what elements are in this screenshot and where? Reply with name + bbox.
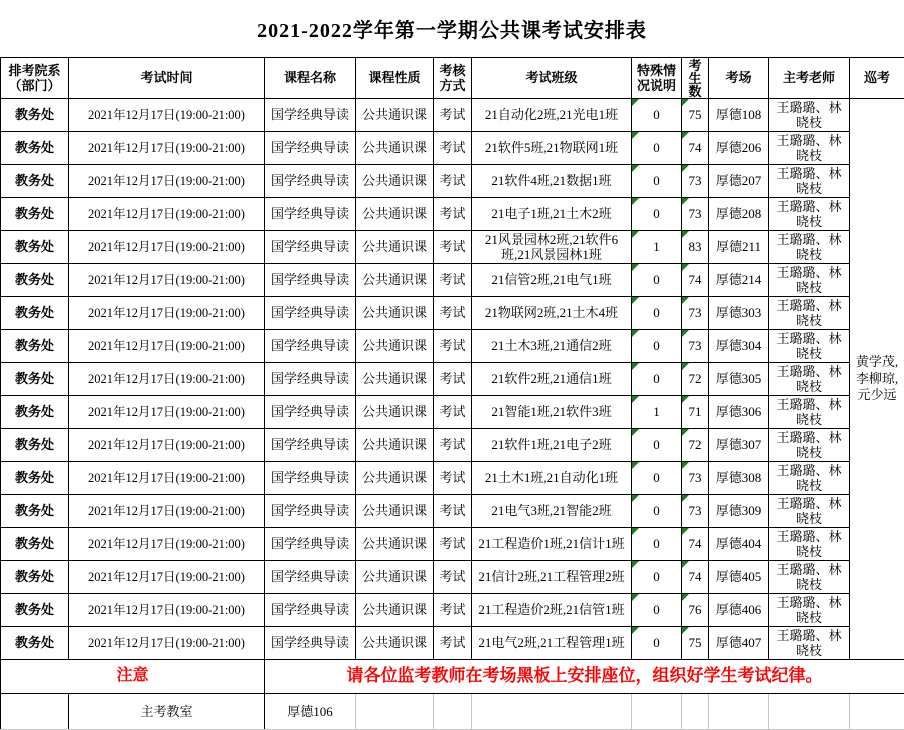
cell-course-type: 公共通识课 bbox=[356, 99, 434, 132]
cell-exam-time: 2021年12月17日(19:00-21:00) bbox=[69, 231, 265, 264]
cell-assess-method: 考试 bbox=[434, 594, 472, 627]
cell-exam-room: 厚德304 bbox=[709, 330, 769, 363]
cell-exam-room: 厚德214 bbox=[709, 264, 769, 297]
cell-chief-teacher: 王璐璐、林晓枝 bbox=[769, 561, 850, 594]
notice-text: 请各位监考教师在考场黑板上安排座位，组织好学生考试纪律。 bbox=[265, 660, 904, 694]
cell-exam-classes: 21信计2班,21工程管理2班 bbox=[472, 561, 632, 594]
cell-special-note: 0 bbox=[632, 561, 682, 594]
cell-chief-teacher: 王璐璐、林晓枝 bbox=[769, 264, 850, 297]
cell-course-type: 公共通识课 bbox=[356, 165, 434, 198]
empty-cell bbox=[632, 694, 682, 730]
col-header-student-count: 考生数 bbox=[682, 58, 709, 99]
cell-student-count: 71 bbox=[682, 396, 709, 429]
cell-error-marker-icon bbox=[632, 297, 639, 304]
cell-chief-teacher: 王璐璐、林晓枝 bbox=[769, 594, 850, 627]
cell-chief-teacher: 王璐璐、林晓枝 bbox=[769, 132, 850, 165]
cell-course-type: 公共通识课 bbox=[356, 231, 434, 264]
cell-course-type: 公共通识课 bbox=[356, 396, 434, 429]
cell-special-note: 0 bbox=[632, 462, 682, 495]
cell-chief-teacher: 王璐璐、林晓枝 bbox=[769, 429, 850, 462]
table-row bbox=[1, 627, 904, 660]
cell-exam-room: 厚德305 bbox=[709, 363, 769, 396]
cell-exam-room: 厚德211 bbox=[709, 231, 769, 264]
cell-assess-method: 考试 bbox=[434, 165, 472, 198]
cell-exam-classes: 21土木1班,21自动化1班 bbox=[472, 462, 632, 495]
cell-exam-room: 厚德307 bbox=[709, 429, 769, 462]
cell-error-marker-icon bbox=[682, 528, 689, 535]
empty-cell bbox=[682, 694, 709, 730]
cell-course-name: 国学经典导读 bbox=[265, 264, 356, 297]
cell-exam-classes: 21软件2班,21通信1班 bbox=[472, 363, 632, 396]
cell-error-marker-icon bbox=[632, 594, 639, 601]
cell-course-name: 国学经典导读 bbox=[265, 561, 356, 594]
cell-exam-room: 厚德303 bbox=[709, 297, 769, 330]
cell-exam-classes: 21土木3班,21通信2班 bbox=[472, 330, 632, 363]
cell-error-marker-icon bbox=[632, 132, 639, 139]
cell-exam-room: 厚德405 bbox=[709, 561, 769, 594]
cell-error-marker-icon bbox=[632, 495, 639, 502]
cell-course-name: 国学经典导读 bbox=[265, 627, 356, 660]
col-header-course-name: 课程名称 bbox=[265, 58, 356, 99]
cell-special-note: 0 bbox=[632, 132, 682, 165]
cell-student-count: 83 bbox=[682, 231, 709, 264]
cell-error-marker-icon bbox=[682, 495, 689, 502]
cell-exam-classes: 21电子1班,21土木2班 bbox=[472, 198, 632, 231]
cell-error-marker-icon bbox=[632, 231, 639, 238]
table-row bbox=[1, 132, 904, 165]
empty-cell bbox=[850, 694, 904, 730]
cell-exam-time: 2021年12月17日(19:00-21:00) bbox=[69, 132, 265, 165]
cell-chief-teacher: 王璐璐、林晓枝 bbox=[769, 495, 850, 528]
col-header-assess-method: 考核方式 bbox=[434, 58, 472, 99]
cell-assess-method: 考试 bbox=[434, 429, 472, 462]
cell-department: 教务处 bbox=[1, 99, 69, 132]
table-row bbox=[1, 594, 904, 627]
cell-exam-room: 厚德308 bbox=[709, 462, 769, 495]
table-row bbox=[1, 297, 904, 330]
cell-error-marker-icon bbox=[632, 330, 639, 337]
cell-department: 教务处 bbox=[1, 561, 69, 594]
cell-course-name: 国学经典导读 bbox=[265, 330, 356, 363]
cell-student-count: 75 bbox=[682, 627, 709, 660]
cell-inspector: 黄学茂,李柳琼,元少远 bbox=[850, 99, 904, 660]
cell-special-note: 0 bbox=[632, 363, 682, 396]
notice-label: 注意 bbox=[1, 660, 265, 694]
table-row bbox=[1, 264, 904, 297]
table-row bbox=[1, 429, 904, 462]
cell-course-name: 国学经典导读 bbox=[265, 396, 356, 429]
cell-course-name: 国学经典导读 bbox=[265, 528, 356, 561]
cell-exam-room: 厚德309 bbox=[709, 495, 769, 528]
cell-course-type: 公共通识课 bbox=[356, 429, 434, 462]
cell-error-marker-icon bbox=[682, 297, 689, 304]
cell-exam-time: 2021年12月17日(19:00-21:00) bbox=[69, 165, 265, 198]
exam-schedule-table bbox=[0, 57, 904, 730]
col-header-exam-classes: 考试班级 bbox=[472, 58, 632, 99]
cell-chief-teacher: 王璐璐、林晓枝 bbox=[769, 528, 850, 561]
cell-student-count: 74 bbox=[682, 132, 709, 165]
cell-department: 教务处 bbox=[1, 231, 69, 264]
cell-course-name: 国学经典导读 bbox=[265, 594, 356, 627]
col-header-inspector: 巡考 bbox=[850, 58, 904, 99]
cell-error-marker-icon bbox=[682, 363, 689, 370]
cell-course-type: 公共通识课 bbox=[356, 198, 434, 231]
empty-cell bbox=[472, 694, 632, 730]
cell-department: 教务处 bbox=[1, 330, 69, 363]
cell-student-count: 76 bbox=[682, 594, 709, 627]
cell-error-marker-icon bbox=[632, 429, 639, 436]
cell-exam-room: 厚德407 bbox=[709, 627, 769, 660]
cell-error-marker-icon bbox=[682, 330, 689, 337]
cell-exam-time: 2021年12月17日(19:00-21:00) bbox=[69, 396, 265, 429]
cell-chief-teacher: 王璐璐、林晓枝 bbox=[769, 198, 850, 231]
cell-assess-method: 考试 bbox=[434, 330, 472, 363]
cell-chief-teacher: 王璐璐、林晓枝 bbox=[769, 627, 850, 660]
cell-special-note: 0 bbox=[632, 627, 682, 660]
cell-course-name: 国学经典导读 bbox=[265, 231, 356, 264]
cell-exam-time: 2021年12月17日(19:00-21:00) bbox=[69, 462, 265, 495]
empty-cell bbox=[1, 694, 69, 730]
table-row bbox=[1, 330, 904, 363]
cell-exam-time: 2021年12月17日(19:00-21:00) bbox=[69, 528, 265, 561]
cell-exam-classes: 21自动化2班,21光电1班 bbox=[472, 99, 632, 132]
header-row bbox=[1, 58, 904, 99]
cell-error-marker-icon bbox=[632, 363, 639, 370]
exam-table-body bbox=[1, 99, 904, 660]
cell-exam-classes: 21电气3班,21智能2班 bbox=[472, 495, 632, 528]
cell-course-name: 国学经典导读 bbox=[265, 132, 356, 165]
cell-exam-room: 厚德306 bbox=[709, 396, 769, 429]
cell-exam-room: 厚德207 bbox=[709, 165, 769, 198]
cell-course-name: 国学经典导读 bbox=[265, 99, 356, 132]
cell-error-marker-icon bbox=[632, 198, 639, 205]
cell-student-count: 74 bbox=[682, 528, 709, 561]
cell-exam-time: 2021年12月17日(19:00-21:00) bbox=[69, 198, 265, 231]
cell-department: 教务处 bbox=[1, 429, 69, 462]
cell-student-count: 72 bbox=[682, 363, 709, 396]
cell-error-marker-icon bbox=[682, 561, 689, 568]
cell-course-name: 国学经典导读 bbox=[265, 297, 356, 330]
cell-error-marker-icon bbox=[632, 561, 639, 568]
cell-error-marker-icon bbox=[632, 627, 639, 634]
col-header-exam-time: 考试时间 bbox=[69, 58, 265, 99]
cell-assess-method: 考试 bbox=[434, 561, 472, 594]
cell-special-note: 0 bbox=[632, 99, 682, 132]
exam-room-label: 主考教室 bbox=[69, 694, 265, 730]
cell-special-note: 0 bbox=[632, 198, 682, 231]
empty-cell bbox=[434, 694, 472, 730]
cell-error-marker-icon bbox=[682, 99, 689, 106]
cell-special-note: 0 bbox=[632, 297, 682, 330]
cell-error-marker-icon bbox=[632, 264, 639, 271]
cell-department: 教务处 bbox=[1, 594, 69, 627]
cell-error-marker-icon bbox=[632, 528, 639, 535]
table-row bbox=[1, 396, 904, 429]
cell-assess-method: 考试 bbox=[434, 264, 472, 297]
cell-special-note: 1 bbox=[632, 396, 682, 429]
cell-special-note: 0 bbox=[632, 264, 682, 297]
cell-department: 教务处 bbox=[1, 528, 69, 561]
cell-chief-teacher: 王璐璐、林晓枝 bbox=[769, 297, 850, 330]
cell-special-note: 0 bbox=[632, 330, 682, 363]
cell-department: 教务处 bbox=[1, 627, 69, 660]
title-bar bbox=[0, 0, 904, 57]
cell-assess-method: 考试 bbox=[434, 528, 472, 561]
cell-special-note: 0 bbox=[632, 495, 682, 528]
cell-student-count: 75 bbox=[682, 99, 709, 132]
col-header-exam-room: 考场 bbox=[709, 58, 769, 99]
cell-assess-method: 考试 bbox=[434, 297, 472, 330]
cell-error-marker-icon bbox=[682, 231, 689, 238]
cell-assess-method: 考试 bbox=[434, 231, 472, 264]
cell-assess-method: 考试 bbox=[434, 99, 472, 132]
cell-error-marker-icon bbox=[682, 198, 689, 205]
cell-error-marker-icon bbox=[682, 132, 689, 139]
cell-course-type: 公共通识课 bbox=[356, 528, 434, 561]
cell-error-marker-icon bbox=[682, 594, 689, 601]
exam-room-value: 厚德106 bbox=[265, 694, 356, 730]
cell-student-count: 73 bbox=[682, 297, 709, 330]
cell-student-count: 73 bbox=[682, 462, 709, 495]
cell-chief-teacher: 王璐璐、林晓枝 bbox=[769, 363, 850, 396]
cell-error-marker-icon bbox=[682, 264, 689, 271]
cell-student-count: 72 bbox=[682, 429, 709, 462]
cell-exam-time: 2021年12月17日(19:00-21:00) bbox=[69, 594, 265, 627]
cell-course-name: 国学经典导读 bbox=[265, 198, 356, 231]
cell-exam-time: 2021年12月17日(19:00-21:00) bbox=[69, 330, 265, 363]
cell-error-marker-icon bbox=[632, 99, 639, 106]
cell-exam-room: 厚德208 bbox=[709, 198, 769, 231]
cell-course-name: 国学经典导读 bbox=[265, 462, 356, 495]
cell-error-marker-icon bbox=[632, 396, 639, 403]
cell-exam-time: 2021年12月17日(19:00-21:00) bbox=[69, 429, 265, 462]
table-row bbox=[1, 363, 904, 396]
cell-error-marker-icon bbox=[632, 462, 639, 469]
cell-exam-classes: 21智能1班,21软件3班 bbox=[472, 396, 632, 429]
cell-exam-classes: 21信管2班,21电气1班 bbox=[472, 264, 632, 297]
cell-assess-method: 考试 bbox=[434, 627, 472, 660]
cell-chief-teacher: 王璐璐、林晓枝 bbox=[769, 396, 850, 429]
cell-course-type: 公共通识课 bbox=[356, 297, 434, 330]
cell-exam-time: 2021年12月17日(19:00-21:00) bbox=[69, 264, 265, 297]
cell-assess-method: 考试 bbox=[434, 462, 472, 495]
page-title: 2021-2022学年第一学期公共课考试安排表 bbox=[257, 14, 647, 43]
cell-course-type: 公共通识课 bbox=[356, 132, 434, 165]
table-row bbox=[1, 528, 904, 561]
cell-special-note: 1 bbox=[632, 231, 682, 264]
cell-exam-classes: 21软件1班,21电子2班 bbox=[472, 429, 632, 462]
cell-error-marker-icon bbox=[682, 396, 689, 403]
cell-special-note: 0 bbox=[632, 594, 682, 627]
cell-course-name: 国学经典导读 bbox=[265, 429, 356, 462]
col-header-chief-teacher: 主考老师 bbox=[769, 58, 850, 99]
cell-assess-method: 考试 bbox=[434, 198, 472, 231]
table-row bbox=[1, 561, 904, 594]
table-row bbox=[1, 165, 904, 198]
cell-course-name: 国学经典导读 bbox=[265, 495, 356, 528]
table-row bbox=[1, 495, 904, 528]
table-row bbox=[1, 198, 904, 231]
cell-chief-teacher: 王璐璐、林晓枝 bbox=[769, 99, 850, 132]
cell-course-type: 公共通识课 bbox=[356, 495, 434, 528]
cell-exam-room: 厚德404 bbox=[709, 528, 769, 561]
cell-exam-room: 厚德206 bbox=[709, 132, 769, 165]
empty-cell bbox=[356, 694, 434, 730]
cell-course-type: 公共通识课 bbox=[356, 594, 434, 627]
cell-student-count: 73 bbox=[682, 165, 709, 198]
cell-special-note: 0 bbox=[632, 165, 682, 198]
cell-course-name: 国学经典导读 bbox=[265, 363, 356, 396]
cell-student-count: 74 bbox=[682, 264, 709, 297]
cell-department: 教务处 bbox=[1, 396, 69, 429]
cell-error-marker-icon bbox=[682, 429, 689, 436]
cell-exam-classes: 21工程造价2班,21信管1班 bbox=[472, 594, 632, 627]
cell-course-type: 公共通识课 bbox=[356, 561, 434, 594]
cell-error-marker-icon bbox=[632, 165, 639, 172]
cell-department: 教务处 bbox=[1, 462, 69, 495]
cell-exam-time: 2021年12月17日(19:00-21:00) bbox=[69, 297, 265, 330]
cell-student-count: 73 bbox=[682, 330, 709, 363]
cell-course-name: 国学经典导读 bbox=[265, 165, 356, 198]
cell-department: 教务处 bbox=[1, 198, 69, 231]
empty-cell bbox=[769, 694, 850, 730]
cell-error-marker-icon bbox=[682, 165, 689, 172]
cell-special-note: 0 bbox=[632, 528, 682, 561]
cell-exam-classes: 21软件5班,21物联网1班 bbox=[472, 132, 632, 165]
cell-error-marker-icon bbox=[682, 462, 689, 469]
table-row bbox=[1, 99, 904, 132]
cell-exam-time: 2021年12月17日(19:00-21:00) bbox=[69, 561, 265, 594]
cell-course-type: 公共通识课 bbox=[356, 363, 434, 396]
cell-course-type: 公共通识课 bbox=[356, 627, 434, 660]
cell-student-count: 73 bbox=[682, 198, 709, 231]
cell-assess-method: 考试 bbox=[434, 363, 472, 396]
cell-chief-teacher: 王璐璐、林晓枝 bbox=[769, 462, 850, 495]
cell-student-count: 73 bbox=[682, 495, 709, 528]
exam-room-row bbox=[1, 694, 904, 730]
cell-assess-method: 考试 bbox=[434, 495, 472, 528]
cell-department: 教务处 bbox=[1, 297, 69, 330]
cell-exam-classes: 21工程造价1班,21信计1班 bbox=[472, 528, 632, 561]
cell-exam-classes: 21风景园林2班,21软件6班,21风景园林1班 bbox=[472, 231, 632, 264]
cell-exam-time: 2021年12月17日(19:00-21:00) bbox=[69, 495, 265, 528]
cell-course-type: 公共通识课 bbox=[356, 462, 434, 495]
cell-assess-method: 考试 bbox=[434, 396, 472, 429]
notice-row bbox=[1, 660, 904, 694]
cell-department: 教务处 bbox=[1, 363, 69, 396]
cell-exam-room: 厚德406 bbox=[709, 594, 769, 627]
table-row bbox=[1, 231, 904, 264]
col-header-department: 排考院系（部门） bbox=[1, 58, 69, 99]
col-header-special-note: 特殊情况说明 bbox=[632, 58, 682, 99]
table-row bbox=[1, 462, 904, 495]
cell-exam-time: 2021年12月17日(19:00-21:00) bbox=[69, 627, 265, 660]
cell-department: 教务处 bbox=[1, 264, 69, 297]
cell-chief-teacher: 王璐璐、林晓枝 bbox=[769, 330, 850, 363]
cell-exam-classes: 21物联网2班,21土木4班 bbox=[472, 297, 632, 330]
cell-course-type: 公共通识课 bbox=[356, 264, 434, 297]
cell-exam-time: 2021年12月17日(19:00-21:00) bbox=[69, 99, 265, 132]
cell-special-note: 0 bbox=[632, 429, 682, 462]
cell-chief-teacher: 王璐璐、林晓枝 bbox=[769, 231, 850, 264]
cell-course-type: 公共通识课 bbox=[356, 330, 434, 363]
cell-exam-time: 2021年12月17日(19:00-21:00) bbox=[69, 363, 265, 396]
cell-department: 教务处 bbox=[1, 132, 69, 165]
cell-error-marker-icon bbox=[682, 627, 689, 634]
empty-cell bbox=[709, 694, 769, 730]
cell-department: 教务处 bbox=[1, 165, 69, 198]
cell-student-count: 74 bbox=[682, 561, 709, 594]
cell-department: 教务处 bbox=[1, 495, 69, 528]
cell-exam-classes: 21电气2班,21工程管理1班 bbox=[472, 627, 632, 660]
col-header-course-type: 课程性质 bbox=[356, 58, 434, 99]
cell-exam-room: 厚德108 bbox=[709, 99, 769, 132]
cell-exam-classes: 21软件4班,21数据1班 bbox=[472, 165, 632, 198]
cell-chief-teacher: 王璐璐、林晓枝 bbox=[769, 165, 850, 198]
cell-assess-method: 考试 bbox=[434, 132, 472, 165]
